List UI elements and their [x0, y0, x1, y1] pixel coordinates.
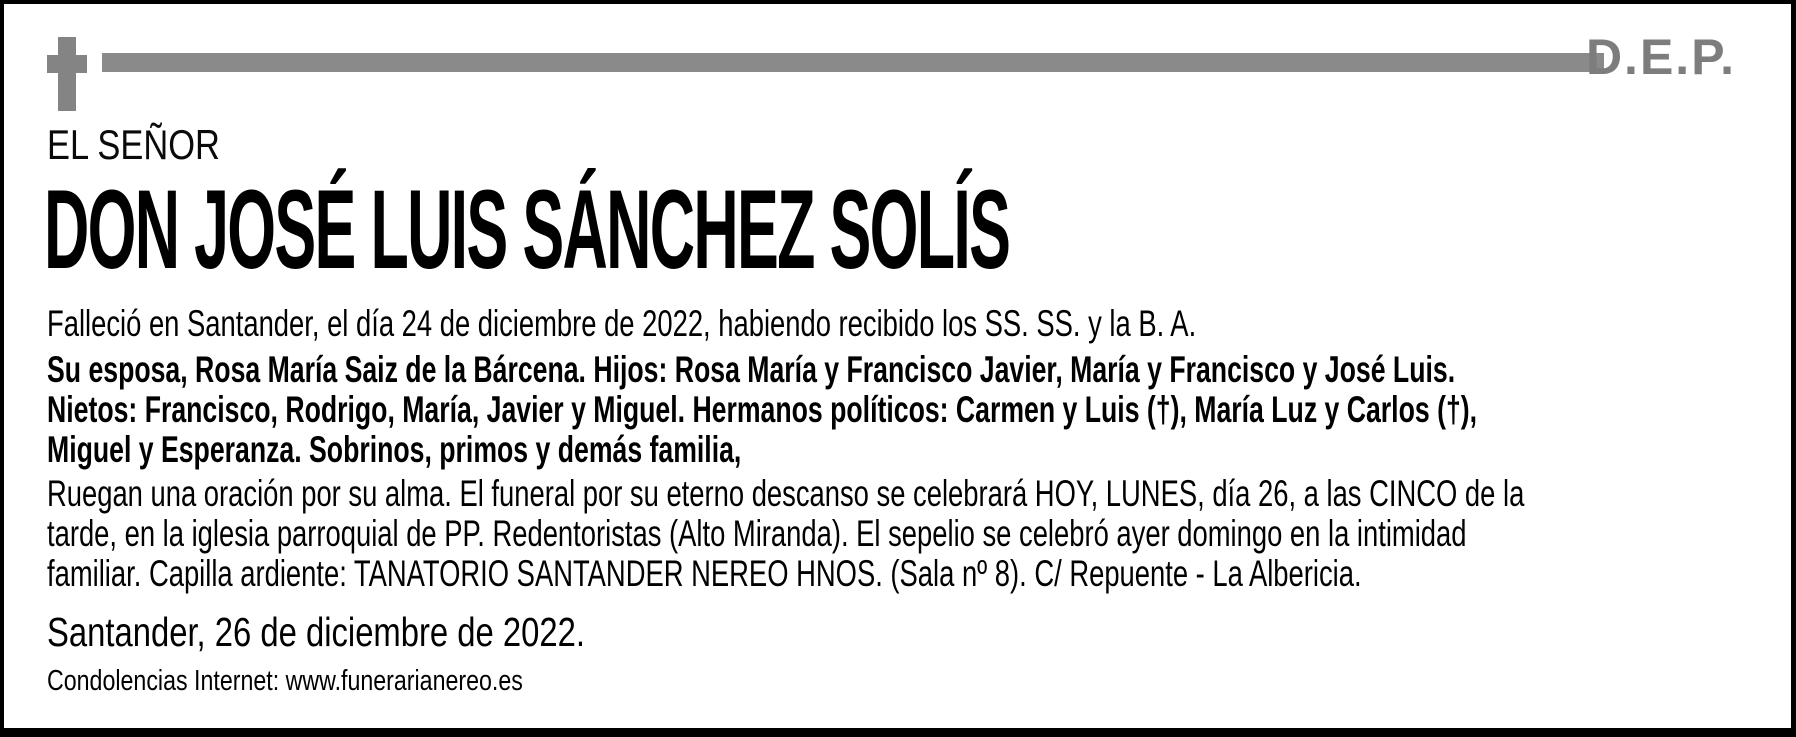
- family-line: Su esposa, Rosa María Saiz de la Bárcena. Hijos: Rosa María y Francisco Javier, María y Francisco y José Luis.: [47, 349, 1456, 390]
- family-paragraph: [47, 350, 1796, 470]
- funeral-line: tarde, en la iglesia parroquial de PP. Redentoristas (Alto Miranda). El sepelio se celebró ayer domingo en la intimidad: [47, 513, 1467, 554]
- cross-icon-horizontal-bar: [47, 55, 87, 73]
- cross-icon-vertical-bar: [58, 37, 76, 111]
- dep-label: D.E.P.: [1585, 29, 1736, 85]
- family-line: Miguel y Esperanza. Sobrinos, primos y demás familia,: [47, 429, 742, 470]
- funeral-line: Ruegan una oración por su alma. El funeral por su eterno descanso se celebrará HOY, LUNES, día 26, a las CINCO de la: [47, 473, 1525, 514]
- header-divider: [102, 53, 1604, 72]
- death-line-text: Falleció en Santander, el día 24 de diciembre de 2022, habiendo recibido los SS. SS. y la B. A.: [47, 303, 1197, 344]
- honorific: EL SEÑOR: [47, 121, 220, 168]
- cross-icon: [47, 37, 87, 111]
- death-line: [47, 304, 1600, 344]
- family-line: Nietos: Francisco, Rodrigo, María, Javier y Miguel. Hermanos políticos: Carmen y Luis (†), María Luz y Carlos (†),: [47, 389, 1478, 430]
- condolences-line: Condolencias Internet: www.funerarianereo.es: [47, 665, 523, 697]
- closing-date: Santander, 26 de diciembre de 2022.: [47, 609, 585, 655]
- funeral-paragraph: [47, 474, 1796, 594]
- funeral-line: familiar. Capilla ardiente: TANATORIO SANTANDER NEREO HNOS. (Sala nº 8). C/ Repuente - La Albericia.: [47, 553, 1362, 594]
- deceased-name: DON JOSÉ LUIS SÁNCHEZ SOLÍS: [44, 167, 1010, 292]
